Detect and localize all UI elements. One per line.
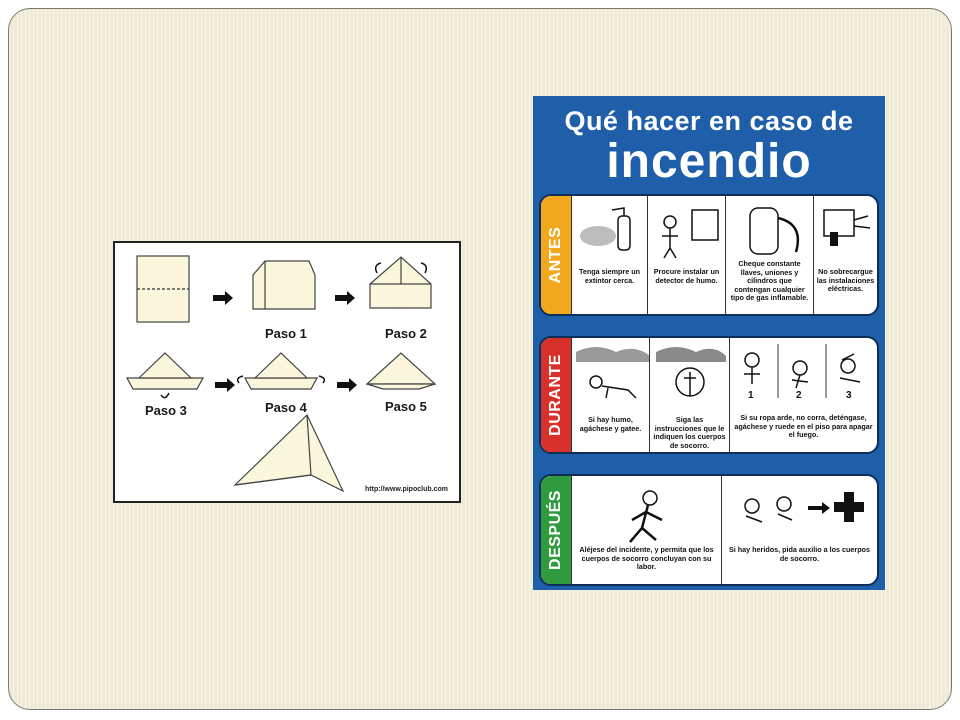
antes-cell-electric bbox=[813, 196, 877, 314]
first-aid-icon bbox=[722, 476, 878, 584]
step5-label: Paso 5 bbox=[385, 399, 427, 414]
origami-hat-instructions bbox=[113, 241, 461, 503]
antes-section bbox=[539, 194, 879, 316]
step3-label: Paso 3 bbox=[145, 403, 187, 418]
step1-label: Paso 1 bbox=[265, 326, 307, 341]
antes-cell-extinguisher bbox=[571, 196, 647, 314]
origami-drawing bbox=[115, 243, 459, 501]
step-number-3: 3 bbox=[846, 390, 852, 401]
despues-cell-leave bbox=[571, 476, 721, 584]
crawling-person-icon bbox=[572, 338, 650, 452]
despues-caption-2: Si hay heridos, pida auxilio a los cuerpos de socorro. bbox=[729, 545, 870, 563]
antes-caption-1: Tenga siempre un extintor cerca. bbox=[579, 267, 640, 285]
source-url: http://www.pipoclub.com bbox=[365, 486, 448, 493]
durante-side-bar bbox=[541, 338, 571, 452]
step2-label: Paso 2 bbox=[385, 326, 427, 341]
despues-side-bar bbox=[541, 476, 571, 584]
final-hat bbox=[235, 415, 343, 491]
durante-section bbox=[539, 336, 879, 454]
step4-boat bbox=[245, 378, 317, 389]
fire-safety-poster bbox=[533, 96, 885, 590]
durante-cell-crawl bbox=[571, 338, 649, 452]
electric-outlet-icon bbox=[814, 196, 878, 314]
step-number-2: 2 bbox=[796, 390, 802, 401]
antes-cell-smoke-detector bbox=[647, 196, 725, 314]
step5-shape bbox=[367, 353, 435, 384]
antes-cell-gas bbox=[725, 196, 813, 314]
folded-sheet bbox=[253, 261, 315, 309]
antes-side-bar bbox=[541, 196, 571, 314]
durante-cell-instructions bbox=[649, 338, 729, 452]
durante-cell-stop-drop-roll bbox=[729, 338, 877, 452]
despues-section bbox=[539, 474, 879, 586]
durante-label: DURANTE bbox=[547, 354, 564, 436]
poster-title-line2: incendio bbox=[606, 135, 812, 188]
antes-caption-3: Cheque constante llaves, uniones y cilindros que contengan cualquier tipo de gas inflamable. bbox=[730, 259, 809, 302]
cross-icon bbox=[834, 492, 864, 522]
despues-cell-help bbox=[721, 476, 877, 584]
step3-boat bbox=[127, 378, 203, 389]
durante-caption-1: Si hay humo, agáchese y gatee. bbox=[579, 415, 642, 433]
despues-label: DESPUÉS bbox=[547, 490, 564, 570]
antes-caption-2: Procure instalar un detector de humo. bbox=[653, 267, 720, 285]
despues-caption-1: Aléjese del incidente, y permita que los cuerpos de socorro concluyan con su labor. bbox=[579, 545, 714, 571]
poster-title-line1: Qué hacer en caso de bbox=[564, 106, 854, 136]
step-number-1: 1 bbox=[748, 390, 754, 401]
durante-caption-3: Si su ropa arde, no corra, deténgase, agáchese y ruede en el piso para apagar el fuego. bbox=[734, 413, 873, 439]
step4-label: Paso 4 bbox=[265, 400, 307, 415]
durante-caption-2: Siga las instrucciones que le indiquen los cuerpos de socorro. bbox=[653, 415, 726, 450]
smoke-detector-icon bbox=[648, 196, 726, 314]
antes-label: ANTES bbox=[547, 226, 564, 284]
extinguisher-icon bbox=[572, 196, 648, 314]
slide-background bbox=[8, 8, 952, 710]
antes-caption-4: No sobrecargue las instalaciones eléctricas. bbox=[816, 267, 875, 293]
